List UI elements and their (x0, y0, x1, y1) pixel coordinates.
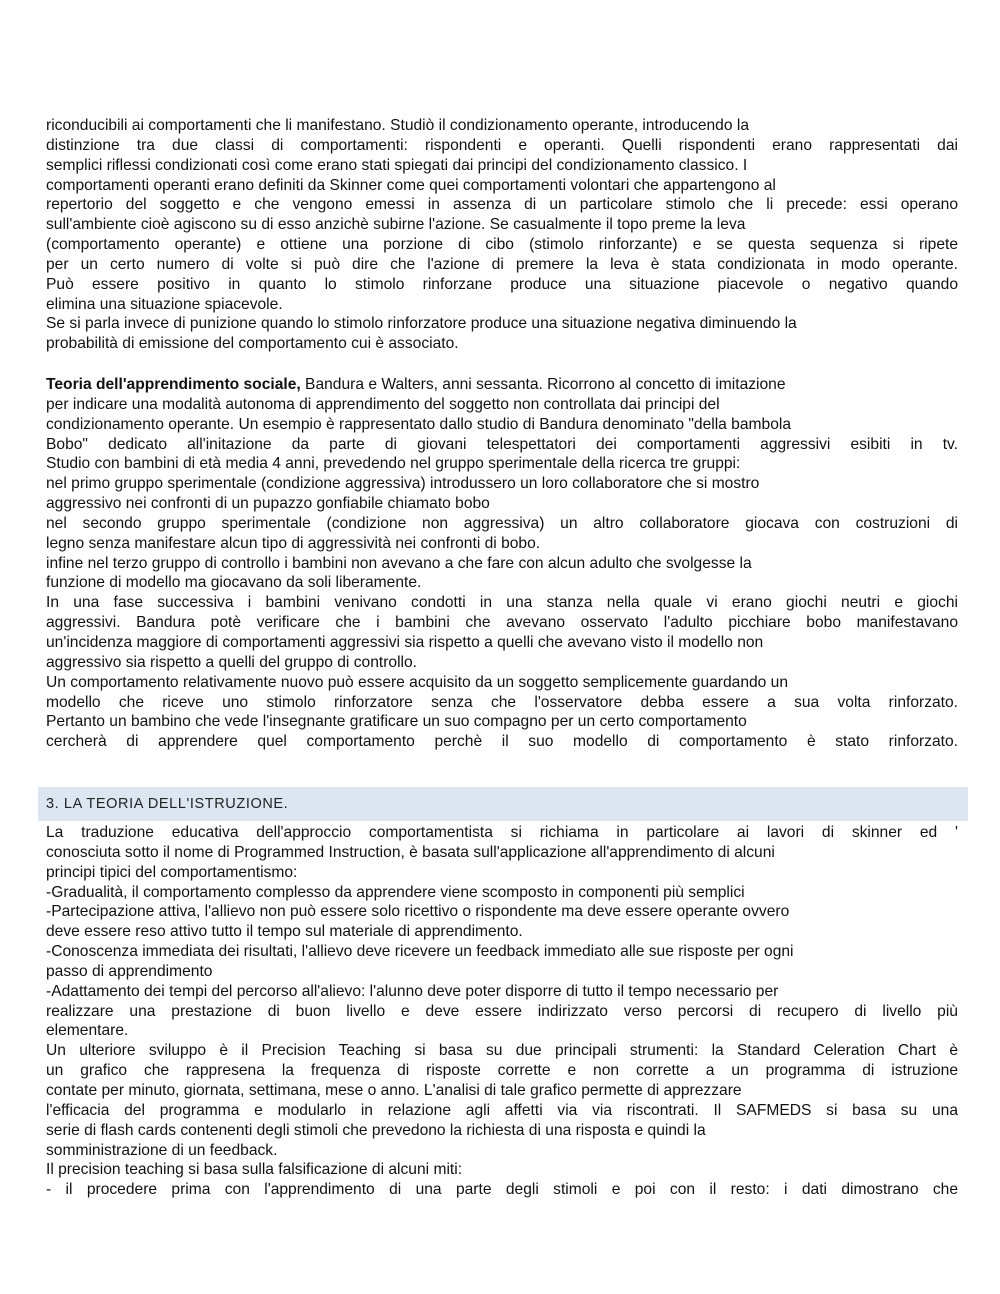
social-learning-text (46, 375, 958, 752)
text-line: aggressivo sia rispetto a quelli del gruppo di controllo. (46, 653, 417, 671)
text-line: - il procedere prima con l'apprendimento di una parte degli stimoli e poi con il resto: i dati dimostrano che (46, 1181, 958, 1199)
text-line: Il precision teaching si basa sulla falsificazione di alcuni miti: (46, 1161, 463, 1179)
text-line: principi tipici del comportamentismo: (46, 863, 298, 881)
social-learning-term: Teoria dell'apprendimento sociale, (46, 376, 301, 393)
section-heading: 3. LA TEORIA DELL'ISTRUZIONE. (38, 787, 968, 821)
text-line: distinzione tra due classi di comportamenti: rispondenti e operanti. Quelli rispondenti erano rappresentati dai (46, 136, 958, 154)
text-line: Pertanto un bambino che vede l'insegnante gratificare un suo compagno per un certo comportamento (46, 713, 747, 731)
text-line: -Adattamento dei tempi del percorso all'alievo: l'alunno deve poter disporre di tutto il tempo necessario per (46, 982, 779, 1000)
text-line: aggressivo nei confronti di un pupazzo gonfiabile chiamato bobo (46, 495, 490, 513)
text-line: La traduzione educativa dell'approccio comportamentista si richiama in particolare ai lavori di skinner ed ' (46, 824, 958, 841)
text-line: comportamenti operanti erano definiti da Skinner come quei comportamenti volontari che appartengono al (46, 176, 776, 194)
text-line: aggressivi. Bandura potè verificare che i bambini che avevano osservato l'adulto picchiare bobo manifestavano (46, 614, 958, 632)
text-line: Studio con bambini di età media 4 anni, prevedendo nel gruppo sperimentale della ricerca tre gruppi: (46, 455, 741, 473)
text-line: nel secondo gruppo sperimentale (condizione non aggressiva) un altro collaboratore giocava con costruzioni di (46, 514, 958, 532)
text-line: modello che riceve uno stimolo rinforzatore senza che l'osservatore debba essere a sua volta rinforzato. (46, 693, 958, 711)
text-line: Se si parla invece di punizione quando lo stimolo rinforzatore produce una situazione negativa diminuendo la (46, 315, 797, 333)
text-line: Un ulteriore sviluppo è il Precision Teaching si basa su due principali strumenti: la Standard Celeration Chart è (46, 1042, 958, 1060)
text-line: per indicare una modalità autonoma di apprendimento del soggetto non controllata dai principi del (46, 395, 720, 413)
social-learning-first-line (46, 375, 958, 395)
text-line: Può essere positivo in quanto lo stimolo rinforzane produce una situazione piacevole o negativo quando (46, 275, 958, 293)
text-line: probabilità di emissione del comportamento cui è associato. (46, 335, 459, 353)
text-line: conosciuta sotto il nome di Programmed Instruction, è basata sull'applicazione all'apprendimento di alcuni (46, 843, 775, 861)
text-line: realizzare una prestazione di buon livello e deve essere indirizzato verso percorsi di recupero di livello più (46, 1002, 958, 1020)
text-line: legno senza manifestare alcun tipo di aggressività nei confronti di bobo. (46, 534, 541, 552)
text-line: infine nel terzo gruppo di controllo i bambini non avevano a che fare con alcun adulto che svolgesse la (46, 554, 752, 572)
text-line: passo di apprendimento (46, 962, 213, 980)
text-line: serie di flash cards contenenti degli stimoli che prevedono la richiesta di una risposta e quindi la (46, 1121, 706, 1139)
text-line: per un certo numero di volte si può dire che l'azione di premere la leva è stata condizionata in modo operante. (46, 255, 958, 273)
text-line: un grafico che rappresena la frequenza di risposte corrette e non corrette a un programma di istruzione (46, 1062, 958, 1080)
social-learning-intro: Bandura e Walters, anni sessanta. Ricorrono al concetto di imitazione (300, 376, 786, 393)
text-line: -Partecipazione attiva, l'allievo non può essere solo ricettivo o rispondente ma deve essere operante ovvero (46, 903, 790, 921)
text-line: l'efficacia del programma e modularlo in relazione agli affetti via via riscontrati. Il SAFMEDS si basa su una (46, 1101, 958, 1119)
text-line: repertorio del soggetto e che vengono emessi in assenza di un particolare stimolo che li precede: essi operano (46, 196, 958, 214)
text-line: (comportamento operante) e ottiene una porzione di cibo (stimolo rinforzante) e se questa sequenza si ripete (46, 236, 958, 254)
text-line: deve essere reso attivo tutto il tempo sul materiale di apprendimento. (46, 923, 523, 941)
text-line: elementare. (46, 1022, 129, 1040)
operant-conditioning-text (46, 116, 958, 354)
instruction-theory-text (46, 823, 958, 1200)
text-line: riconducibili ai comportamenti che li manifestano. Studiò il condizionamento operante, introducendo la (46, 117, 749, 134)
text-line: sull'ambiente cioè agiscono su di esso anzichè subirne l'azione. Se casualmente il topo preme la leva (46, 216, 746, 234)
text-line: funzione di modello ma giocavano da soli liberamente. (46, 574, 422, 592)
text-line: un'incidenza maggiore di comportamenti aggressivi sia rispetto a quelli che avevano visto il modello non (46, 633, 764, 651)
text-line: -Gradualità, il comportamento complesso da apprendere viene scomposto in componenti più semplici (46, 883, 745, 901)
text-line: somministrazione di un feedback. (46, 1141, 278, 1159)
text-line: condizionamento operante. Un esempio è rappresentato dallo studio di Bandura denominato "della bambola (46, 415, 791, 433)
text-line: cercherà di apprendere quel comportamento perchè il suo modello di comportamento è stato rinforzato. (46, 733, 958, 751)
text-line: nel primo gruppo sperimentale (condizione aggressiva) introdussero un loro collaboratore che si mostro (46, 475, 760, 493)
text-line: Bobo" dedicato all'initazione da parte di giovani telespettatori dei comportamenti aggressivi esibiti in tv. (46, 435, 958, 453)
text-line: contate per minuto, giornata, settimana, mese o anno. L'analisi di tale grafico permette di apprezzare (46, 1081, 742, 1099)
text-line: In una fase successiva i bambini venivano condotti in una stanza nella quale vi erano giochi neutri e giochi (46, 594, 958, 612)
text-line: semplici riflessi condizionati così come erano stati spiegati dai principi del condizionamento classico. I (46, 156, 748, 174)
text-line: elimina una situazione spiacevole. (46, 295, 283, 313)
text-line: -Conoscenza immediata dei risultati, l'allievo deve ricevere un feedback immediato alle sue risposte per ogni (46, 943, 794, 961)
text-line: Un comportamento relativamente nuovo può essere acquisito da un soggetto semplicemente guardando un (46, 673, 789, 691)
